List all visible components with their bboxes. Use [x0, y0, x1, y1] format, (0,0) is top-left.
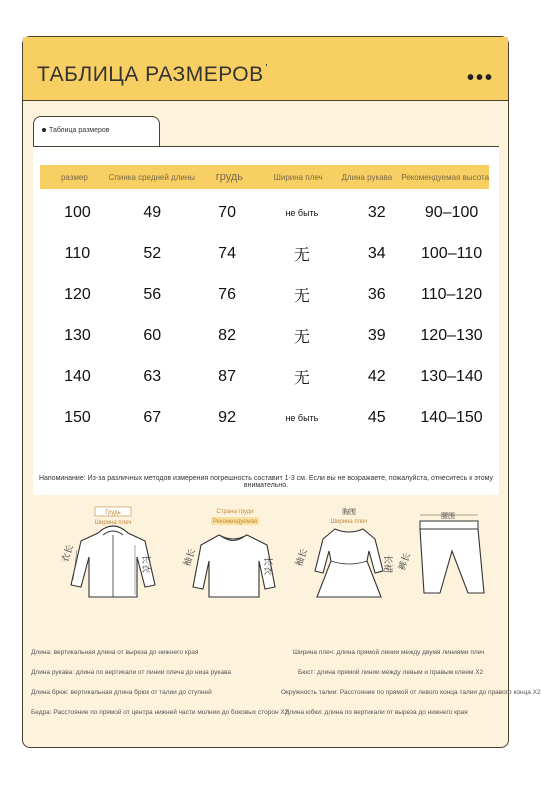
col-header-back-length: Спинка средней длины	[108, 172, 196, 182]
cell-height: 120–130	[420, 326, 483, 344]
hoodie-top-label: Грудь	[105, 510, 121, 516]
dress-left-mark: 袖长	[294, 547, 310, 569]
cell-size: 120	[64, 285, 91, 303]
cell-size: 130	[64, 326, 91, 344]
dress-illustration	[293, 505, 393, 605]
cell-height: 130–140	[420, 367, 483, 385]
cell-shoulder: не быть	[285, 412, 319, 423]
cell-shoulder: 无	[293, 288, 310, 305]
col-header-height: Рекомендуемая высота	[401, 172, 490, 182]
cell-back-length: 60	[143, 326, 162, 344]
size-table-panel	[33, 146, 499, 495]
cell-back-length: 56	[143, 285, 162, 303]
cell-chest: 82	[218, 326, 236, 344]
sweater-sub-label: Рекомендуемая	[212, 519, 258, 525]
table-row	[40, 315, 489, 356]
cell-chest: 70	[218, 203, 236, 221]
table-row	[40, 356, 489, 397]
garment-illustrations	[23, 505, 508, 625]
cell-size: 150	[64, 408, 91, 426]
cell-height: 110–120	[421, 285, 483, 303]
cell-sleeve: 34	[367, 244, 386, 262]
pants-left-mark: 裤长	[397, 551, 413, 573]
desc-shoulder: Ширина плеч: длина прямой линии между двумя линиями плеч	[293, 649, 485, 656]
cell-back-length: 52	[143, 244, 162, 262]
hoodie-illustration	[60, 505, 163, 605]
cell-height: 100–110	[421, 244, 483, 262]
cell-height: 140–150	[420, 408, 483, 426]
hoodie-right-mark: 长衣	[140, 555, 150, 574]
cell-size: 140	[64, 367, 91, 385]
measurement-note: Напоминание: Из-за различных методов измерения погрешность составит 1-3 см. Если вы не возражаете, пожалуйста, отнеситесь к этому внимательно.	[38, 475, 494, 489]
sweater-illustration	[183, 505, 283, 605]
cell-size: 100	[64, 203, 91, 221]
hoodie-sub-label: Ширина плеч	[94, 520, 132, 526]
sweater-right-mark: 长衣	[262, 557, 272, 576]
more-menu-icon[interactable]: •••	[466, 67, 494, 89]
table-row	[40, 274, 489, 315]
tab-size-table[interactable]	[33, 116, 160, 147]
cell-sleeve: 39	[367, 326, 386, 344]
col-header-size: размер	[60, 172, 88, 182]
cell-sleeve: 45	[367, 408, 386, 426]
desc-pants-length: Длина брюк: вертикальная длина брюк от талии до ступней	[31, 689, 212, 696]
cell-shoulder: не быть	[285, 207, 319, 218]
dress-sub-label: Ширина плеч	[330, 519, 368, 525]
pants-top-label: 腰围	[441, 512, 455, 520]
desc-sleeve: Длина рукава: длина по вертикали от линии плеча до низа рукава	[31, 669, 231, 676]
cell-sleeve: 32	[367, 203, 386, 221]
desc-waist: Окружность талии: Расстояние по прямой от левого конца талии до правого конца X2	[281, 689, 541, 696]
cell-size: 110	[64, 244, 91, 262]
dress-top-label: 胸围	[342, 508, 356, 516]
size-table-section	[33, 116, 499, 494]
dress-right-mark: 长裙	[382, 555, 392, 574]
col-header-chest: грудь	[215, 171, 244, 183]
cell-height: 90–100	[424, 203, 479, 221]
cell-chest: 87	[218, 367, 236, 385]
cell-sleeve: 42	[367, 367, 386, 385]
table-body	[40, 192, 489, 438]
cell-sleeve: 36	[367, 285, 386, 303]
col-header-sleeve: Длина рукава	[341, 172, 393, 182]
header-bar	[23, 37, 508, 101]
sweater-left-mark: 袖长	[182, 547, 198, 569]
pants-illustration	[398, 505, 498, 605]
tab-label: Таблица размеров	[49, 127, 110, 134]
bullet-icon	[42, 128, 46, 132]
desc-length: Длина: вертикальная длина от выреза до нижнего края	[31, 649, 199, 656]
cell-shoulder: 无	[293, 329, 310, 346]
sweater-top-label: Страна груди	[216, 509, 254, 515]
cell-chest: 76	[218, 285, 236, 303]
table-row	[40, 192, 489, 233]
cell-chest: 74	[218, 244, 236, 262]
cell-back-length: 67	[143, 408, 162, 426]
cell-back-length: 49	[143, 203, 162, 221]
cell-chest: 92	[218, 408, 236, 426]
table-row	[40, 397, 489, 438]
hoodie-left-mark: 衣长	[60, 543, 76, 565]
col-header-shoulder: Ширина плеч	[273, 172, 323, 182]
cell-back-length: 63	[143, 367, 162, 385]
cell-shoulder: 无	[293, 370, 310, 387]
desc-skirt-length: Длина юбки: длина по вертикали от выреза до нижнего края	[285, 709, 468, 716]
cell-shoulder: 无	[293, 247, 310, 264]
desc-hips: Бедра: Расстояние по прямой от центра нижней части молнии до боковых сторон X2	[31, 709, 289, 716]
table-header	[40, 165, 489, 189]
page-title: ТАБЛИЦА РАЗМЕРОВ '	[37, 63, 269, 86]
desc-bust: Бюст: длина прямой линии между левым и правым клеем X2	[298, 669, 484, 676]
size-chart-card	[22, 36, 541, 748]
table-row	[40, 233, 489, 274]
